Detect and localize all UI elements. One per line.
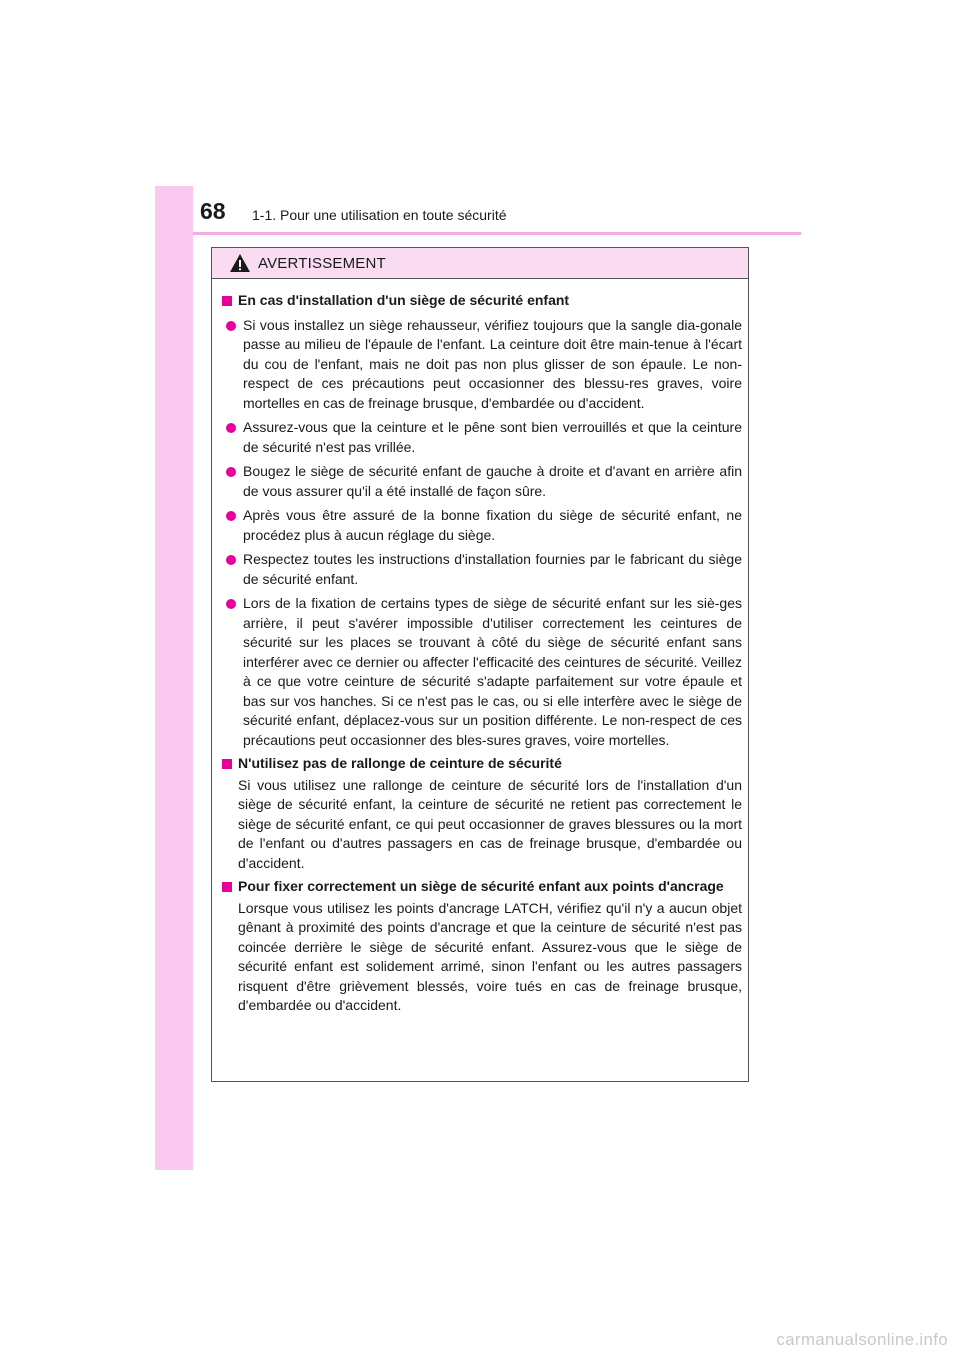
section-heading: N'utilisez pas de rallonge de ceinture de sécurité [222, 754, 742, 774]
circle-bullet-icon [226, 599, 236, 609]
circle-bullet-icon [226, 321, 236, 331]
section-heading: En cas d'installation d'un siège de sécurité enfant [222, 291, 742, 311]
list-item: Assurez-vous que la ceinture et le pêne sont bien verrouillés et que la ceinture de sécurité n'est pas vrillée. [226, 418, 742, 457]
circle-bullet-icon [226, 511, 236, 521]
warning-body [212, 279, 748, 1016]
list-item: Bougez le siège de sécurité enfant de gauche à droite et d'avant en arrière afin de vous assurer qu'il a été installé de façon sûre. [226, 462, 742, 501]
section-paragraph: Lorsque vous utilisez les points d'ancrage LATCH, vérifiez qu'il n'y a aucun objet gênant à proximité des points d'ancrage et que la ceinture de sécurité n'est pas coincée derrière le siège de sécurité enfant. Assurez-vous que le siège de sécurité enfant est solidement arrimé, sinon l'enfant ou les autres passagers risquent d'être grièvement blessés, voire tués en cas de freinage brusque, d'embardée ou d'accident. [238, 899, 742, 1013]
warning-box [211, 247, 749, 1082]
square-bullet-icon [222, 882, 232, 892]
section-title: 1-1. Pour une utilisation en toute sécurité [252, 207, 507, 223]
section-paragraph: Si vous utilisez une rallonge de ceinture de sécurité lors de l'installation d'un siège de sécurité enfant, la ceinture de sécurité ne retient pas correctement le siège de sécurité enfant, ce qui peut occasionner de graves blessures ou la mort de l'enfant ou d'autres passagers en cas de freinage brusque, d'embardée ou d'accident. [238, 776, 742, 871]
chapter-tab-band [155, 186, 193, 1170]
section-heading: Pour fixer correctement un siège de sécurité enfant aux points d'ancrage [222, 877, 742, 897]
section-no-belt-extender [222, 754, 742, 873]
header-divider [193, 232, 801, 235]
square-bullet-icon [222, 759, 232, 769]
circle-bullet-icon [226, 467, 236, 477]
warning-header [212, 248, 748, 279]
square-bullet-icon [222, 296, 232, 306]
list-item: Si vous installez un siège rehausseur, vérifiez toujours que la sangle dia-gonale passe au milieu de l'épaule de l'enfant. La ceinture doit être main-tenue à l'écart du cou de l'enfant, mais ne doit pas non plus glisser de son épaule. Le non-respect de ces précautions peut occasionner des blessu-res graves, voire mortelles en cas de freinage brusque, d'embardée ou d'accident. [226, 316, 742, 414]
warning-title: AVERTISSEMENT [258, 254, 386, 272]
list-item: Lors de la fixation de certains types de siège de sécurité enfant sur les siè-ges arrière, il peut s'avérer impossible d'utiliser correctement les ceintures de sécurité sur les places se trouvant à côté du siège de sécurité enfant sans interférer avec ce dernier ou affecter l'efficacité des ceintures de sécurité. Veillez à ce que votre ceinture de sécurité s'adapte parfaitement sur votre épaule et bas sur vos hanches. Si ce n'est pas le cas, ou si elle interfère avec le siège de sécurité enfant, déplacez-vous sur un position différente. Le non-respect de ces précautions peut occasionner des bles-sures graves, voire mortelles. [226, 594, 742, 750]
circle-bullet-icon [226, 555, 236, 565]
section-child-seat-installation [222, 291, 742, 750]
warning-triangle-icon [229, 253, 251, 273]
circle-bullet-icon [226, 423, 236, 433]
watermark: carmanualsonline.info [776, 1330, 948, 1349]
list-item: Respectez toutes les instructions d'installation fournies par le fabricant du siège de sécurité enfant. [226, 550, 742, 589]
section-anchor-points [222, 877, 742, 1016]
list-item: Après vous être assuré de la bonne fixation du siège de sécurité enfant, ne procédez plus à aucun réglage du siège. [226, 506, 742, 545]
page-number: 68 [200, 198, 226, 224]
